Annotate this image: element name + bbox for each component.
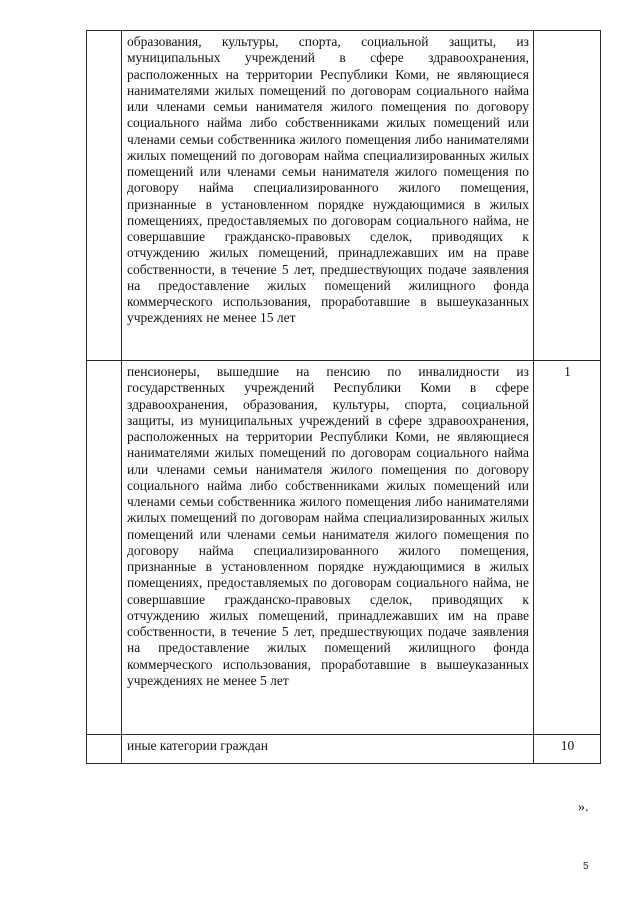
category-text: иные категории граждан	[122, 735, 534, 764]
table-row	[87, 31, 601, 361]
quota-value	[534, 31, 601, 361]
quota-value: 1	[534, 361, 601, 735]
document-table	[86, 30, 601, 764]
quota-value: 10	[534, 735, 601, 764]
category-text: образования, культуры, спорта, социальной защиты, из муниципальных учреждений в сфере здравоохранения, расположенных на территории Республики Коми, не являющиеся нанимателями жилых помещений по договорам социального найма или членами семьи нанимателя жилого помещения по договору социального найма либо собственниками жилых помещений или членами семьи собственника жилого помещения либо нанимателями жилых помещений по договорам найма специализированных жилых помещений или членами семьи нанимателя жилого помещения по договору найма специализированного жилого помещения, признанные в установленном порядке нуждающимися в жилых помещениях, предоставляемых по договорам социального найма, не совершавшие гражданско-правовых сделок, приводящих к отчуждению жилых помещений, принадлежавших им на праве собственности, в течение 5 лет, предшествующих подаче заявления на предоставление жилых помещений жилищного фонда коммерческого использования, проработавшие в вышеуказанных учреждениях не менее 15 лет	[122, 31, 534, 361]
closing-quote-mark: ».	[578, 800, 589, 815]
row-number-cell	[87, 735, 122, 764]
row-number-cell	[87, 31, 122, 361]
table-row	[87, 361, 601, 735]
row-number-cell	[87, 361, 122, 735]
page-number: 5	[583, 861, 589, 872]
category-text: пенсионеры, вышедшие на пенсию по инвалидности из государственных учреждений Республики Коми в сфере здравоохранения, образования, культуры, спорта, социальной защиты, из муниципальных учреждений в сфере здравоохранения, расположенных на территории Республики Коми, не являющиеся нанимателями жилых помещений по договорам социального найма или членами семьи нанимателя жилого помещения по договору социального найма либо собственниками жилых помещений или членами семьи собственника жилого помещения либо нанимателями жилых помещений по договорам найма специализированных жилых помещений или членами семьи нанимателя жилого помещения по договору найма специализированного жилого помещения, признанные в установленном порядке нуждающимися в жилых помещениях, предоставляемых по договорам социального найма, не совершавшие гражданско-правовых сделок, приводящих к отчуждению жилых помещений, принадлежавших им на праве собственности, в течение 5 лет, предшествующих подаче заявления на предоставление жилых помещений жилищного фонда коммерческого использования, проработавшие в вышеуказанных учреждениях не менее 5 лет	[122, 361, 534, 735]
table-row	[87, 735, 601, 764]
